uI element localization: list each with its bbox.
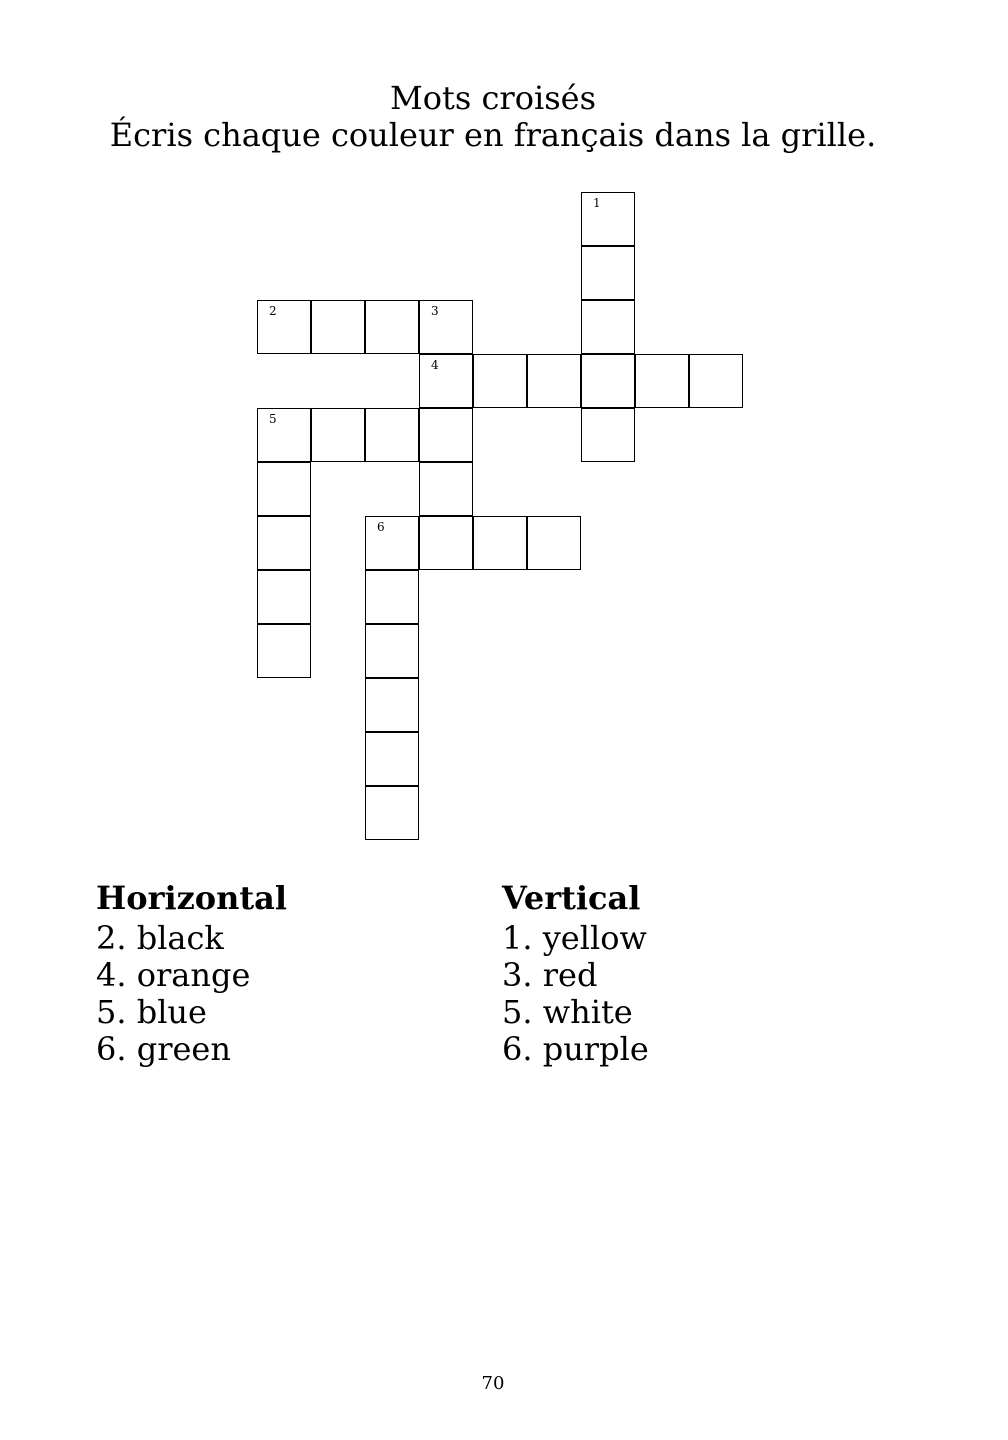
clue-horizontal-6: 6. green <box>96 1030 231 1068</box>
clue-vertical-3: 3. red <box>502 956 598 994</box>
clues-horizontal <box>96 878 287 1068</box>
crossword-cell[interactable] <box>257 516 311 570</box>
crossword-cell[interactable] <box>257 624 311 678</box>
cell-clue-number: 3 <box>431 304 439 318</box>
crossword-cell[interactable] <box>365 624 419 678</box>
crossword-cell[interactable] <box>473 516 527 570</box>
crossword-cell[interactable] <box>365 732 419 786</box>
instructions: Écris chaque couleur en français dans la grille. <box>109 116 877 154</box>
cell-clue-number: 5 <box>269 412 277 426</box>
cell-clue-number: 6 <box>377 520 385 534</box>
crossword-cell[interactable] <box>419 354 473 408</box>
clues-vertical <box>502 878 649 1068</box>
crossword-cell[interactable] <box>365 516 419 570</box>
crossword-cell[interactable] <box>527 516 581 570</box>
page-number: 70 <box>481 1373 505 1394</box>
cell-clue-number: 2 <box>269 304 277 318</box>
page-title: Mots croisés <box>390 79 596 117</box>
clue-horizontal-4: 4. orange <box>96 956 251 994</box>
cell-clue-number: 4 <box>431 358 439 372</box>
crossword-cell[interactable] <box>581 246 635 300</box>
crossword-cell[interactable] <box>527 354 581 408</box>
clue-vertical-1: 1. yellow <box>502 919 647 957</box>
crossword-cell[interactable] <box>581 300 635 354</box>
crossword-cell[interactable] <box>473 354 527 408</box>
crossword-cell[interactable] <box>581 354 635 408</box>
crossword-cell[interactable] <box>365 678 419 732</box>
crossword-cell[interactable] <box>311 300 365 354</box>
crossword-cell[interactable] <box>419 300 473 354</box>
crossword-cell[interactable] <box>365 408 419 462</box>
clue-vertical-6: 6. purple <box>502 1030 649 1068</box>
clue-horizontal-5: 5. blue <box>96 993 207 1031</box>
clue-horizontal-2: 2. black <box>96 919 224 957</box>
clue-vertical-5: 5. white <box>502 993 633 1031</box>
crossword-cell[interactable] <box>257 408 311 462</box>
crossword-cell[interactable] <box>581 192 635 246</box>
crossword-cell[interactable] <box>689 354 743 408</box>
clues-horizontal-heading: Horizontal <box>96 879 288 917</box>
crossword-cell[interactable] <box>365 300 419 354</box>
crossword-cell[interactable] <box>419 408 473 462</box>
crossword-cell[interactable] <box>365 786 419 840</box>
crossword-cell[interactable] <box>311 408 365 462</box>
crossword-cell[interactable] <box>257 570 311 624</box>
crossword-cell[interactable] <box>257 300 311 354</box>
crossword-cell[interactable] <box>581 408 635 462</box>
crossword-cell[interactable] <box>257 462 311 516</box>
cell-clue-number: 1 <box>593 196 601 210</box>
crossword-cell[interactable] <box>419 462 473 516</box>
crossword-cell[interactable] <box>365 570 419 624</box>
crossword-cell[interactable] <box>635 354 689 408</box>
clues-vertical-heading: Vertical <box>502 879 641 917</box>
crossword-cell[interactable] <box>419 516 473 570</box>
